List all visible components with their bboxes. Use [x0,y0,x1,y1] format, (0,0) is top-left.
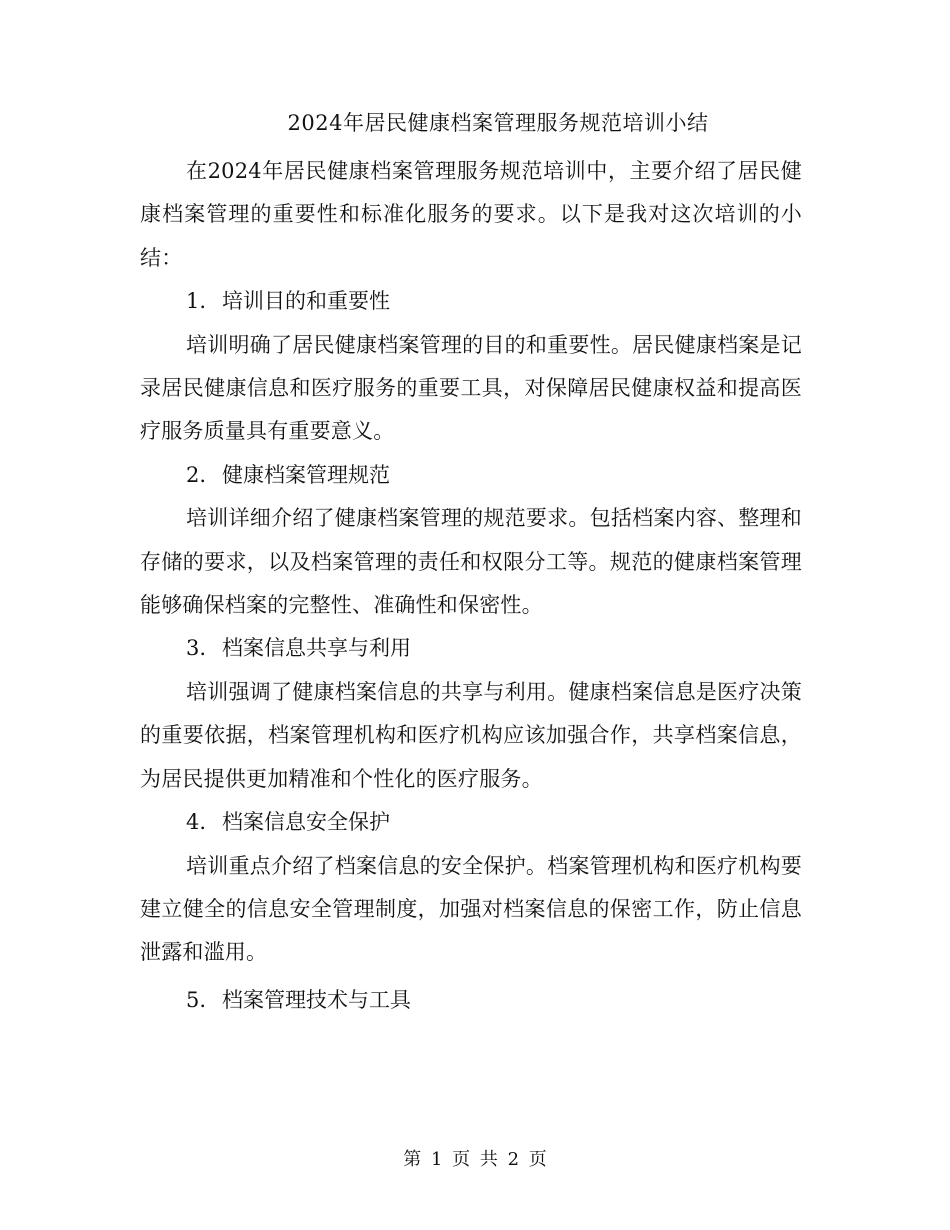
section-body-3: 培训强调了健康档案信息的共享与利用。健康档案信息是医疗决策的重要依据，档案管理机构和医疗机构应该加强合作，共享档案信息，为居民提供更加精准和个性化的医疗服务。 [140,679,802,791]
section-title: 档案管理技术与工具 [222,987,411,1012]
section-number: 1. [186,289,207,314]
section-number: 3. [186,636,207,661]
section-heading-4 [140,801,802,844]
section-title: 健康档案管理规范 [222,462,390,487]
section-body-1: 培训明确了居民健康档案管理的目的和重要性。居民健康档案是记录居民健康信息和医疗服务的重要工具，对保障居民健康权益和提高医疗服务质量具有重要意义。 [140,332,802,444]
section-number: 5. [186,987,207,1012]
section-body-2: 培训详细介绍了健康档案管理的规范要求。包括档案内容、整理和存储的要求，以及档案管理的责任和权限分工等。规范的健康档案管理能够确保档案的完整性、准确性和保密性。 [140,506,802,618]
document-title: 2024年居民健康档案管理服务规范培训小结 [287,111,709,135]
intro-paragraph: 在2024年居民健康档案管理服务规范培训中，主要介绍了居民健康档案管理的重要性和标准化服务的要求。以下是我对这次培训的小结： [140,159,802,270]
section-heading-2 [140,454,802,497]
section-number: 4. [186,810,207,835]
section-heading-5 [140,979,802,1022]
page-number-footer: 第 1 页 共 2 页 [403,1149,547,1170]
section-heading-3 [140,627,802,670]
document-body [140,150,802,1022]
section-heading-1 [140,280,802,323]
section-title: 档案信息共享与利用 [222,636,411,661]
section-body-4: 培训重点介绍了档案信息的安全保护。档案管理机构和医疗机构要建立健全的信息安全管理制度，加强对档案信息的保密工作，防止信息泄露和滥用。 [140,853,802,965]
section-title: 培训目的和重要性 [222,289,390,314]
section-title: 档案信息安全保护 [222,810,390,835]
section-number: 2. [186,462,207,487]
